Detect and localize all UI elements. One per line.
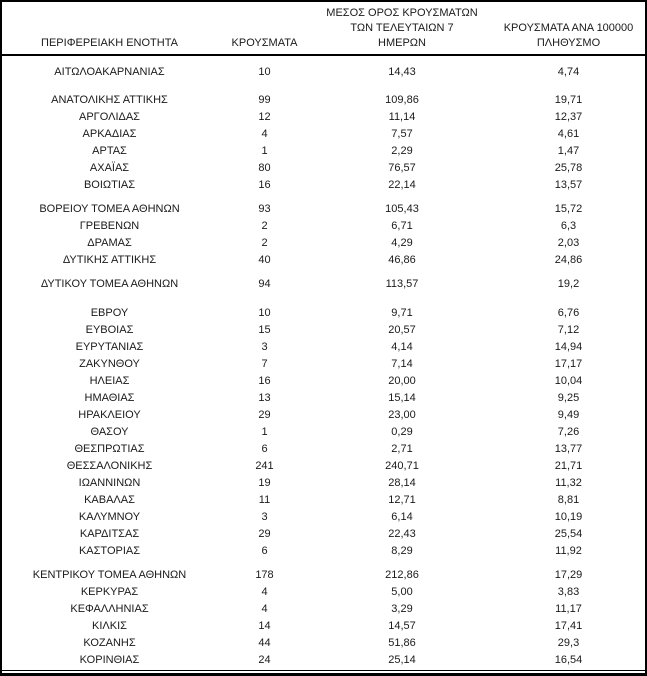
per100k-cell: 2,03	[557, 237, 580, 249]
per100k-cell: 11,17	[555, 603, 582, 615]
per100k-cell: 4,74	[557, 66, 580, 78]
cases-cell: 4	[261, 128, 268, 140]
cases-cell: 16	[258, 179, 271, 191]
region-cell: ΔΡΑΜΑΣ	[87, 237, 132, 249]
per100k-cell: 13,57	[554, 179, 583, 191]
cases-cell: 11	[258, 494, 271, 506]
table-row	[2, 126, 645, 143]
per100k-cell: 1,47	[557, 145, 580, 157]
cases-cell: 12	[258, 111, 271, 123]
table-row	[2, 509, 645, 526]
cases-cell: 10	[258, 66, 271, 78]
group-spacer-cell	[2, 55, 645, 64]
avg7-cell: 76,57	[388, 162, 416, 174]
table-row	[2, 584, 645, 601]
header-avg7-line1: ΜΕΣΟΣ ΟΡΟΣ ΚΡΟΥΣΜΑΤΩΝ	[326, 7, 478, 19]
avg7-cell: 28,14	[388, 477, 416, 489]
per100k-cell: 6,76	[557, 307, 580, 319]
avg7-cell: 51,86	[388, 637, 416, 649]
header-cases	[217, 2, 312, 55]
cases-cell: 1	[261, 145, 268, 157]
table-row	[2, 92, 645, 109]
table-row	[2, 109, 645, 126]
header-avg7-line3: ΗΜΕΡΩΝ	[378, 37, 426, 49]
header-per100k-line1: ΚΡΟΥΣΜΑΤΑ ΑΝΑ 100000	[503, 22, 634, 34]
cases-cell: 99	[258, 94, 271, 106]
avg7-cell: 5,00	[391, 586, 413, 598]
per100k-cell: 7,26	[557, 426, 580, 438]
avg7-cell: 7,57	[391, 128, 413, 140]
table-row	[2, 526, 645, 543]
avg7-cell: 20,57	[388, 324, 416, 336]
per100k-cell: 7,12	[557, 324, 580, 336]
avg7-cell: 6,14	[391, 511, 413, 523]
avg7-cell: 0,29	[391, 426, 413, 438]
per100k-cell: 21,71	[554, 460, 583, 472]
table-row	[2, 492, 645, 509]
per100k-cell: 9,25	[557, 392, 580, 404]
table-row	[2, 635, 645, 652]
table-row	[2, 322, 645, 339]
cases-cell: 4	[261, 603, 268, 615]
group-spacer	[2, 55, 645, 64]
per100k-cell: 19,71	[554, 94, 583, 106]
per100k-cell: 16,54	[554, 654, 583, 666]
group-spacer	[2, 269, 645, 276]
group-spacer	[2, 81, 645, 92]
cases-cell: 1	[261, 426, 268, 438]
table-row	[2, 567, 645, 584]
avg7-cell: 14,43	[388, 66, 416, 78]
region-cell: ΑΧΑΪΑΣ	[89, 162, 130, 174]
per100k-cell: 11,92	[555, 545, 582, 557]
cases-cell: 4	[261, 586, 268, 598]
header-row	[2, 2, 645, 55]
avg7-cell: 22,43	[388, 528, 416, 540]
region-cell: ΒΟΙΩΤΙΑΣ	[83, 179, 136, 191]
header-per100k-line2: ΠΛΗΘΥΣΜΟ	[536, 37, 601, 49]
per100k-cell: 3,83	[557, 586, 580, 598]
per100k-cell: 4,61	[557, 128, 580, 140]
header-cases-label: ΚΡΟΥΣΜΑΤΑ	[231, 37, 298, 49]
avg7-cell: 113,57	[385, 278, 419, 290]
table-row	[2, 373, 645, 390]
cases-cell: 241	[255, 460, 274, 472]
group-spacer-cell	[2, 269, 645, 276]
table-row	[2, 618, 645, 635]
table-row	[2, 177, 645, 194]
avg7-cell: 20,00	[388, 375, 416, 387]
per100k-cell: 6,3	[560, 220, 577, 232]
cases-cell: 13	[258, 392, 271, 404]
cases-cell: 15	[258, 324, 271, 336]
cases-cell: 3	[261, 511, 268, 523]
table-row	[2, 601, 645, 618]
cases-cell: 19	[258, 477, 271, 489]
per100k-cell: 17,17	[554, 358, 583, 370]
cases-cell: 178	[255, 569, 274, 581]
region-cell: ΑΡΤΑΣ	[92, 145, 127, 157]
cases-cell: 94	[258, 278, 271, 290]
avg7-cell: 212,86	[385, 569, 419, 581]
avg7-cell: 8,29	[391, 545, 413, 557]
table-row	[2, 201, 645, 218]
cases-cell: 80	[258, 162, 271, 174]
table-row	[2, 458, 645, 475]
group-spacer	[2, 560, 645, 567]
per100k-cell: 9,49	[557, 409, 580, 421]
region-cell: ΚΕΦΑΛΛΗΝΙΑΣ	[70, 603, 149, 615]
table-row	[2, 143, 645, 160]
table-row	[2, 276, 645, 293]
table-row	[2, 339, 645, 356]
cases-cell: 3	[261, 341, 268, 353]
table-row	[2, 252, 645, 269]
per100k-cell: 11,32	[555, 477, 582, 489]
avg7-cell: 109,86	[385, 94, 419, 106]
header-avg7	[312, 2, 492, 55]
avg7-cell: 25,14	[388, 654, 416, 666]
table-row	[2, 305, 645, 322]
header-per100k	[492, 2, 645, 55]
table-row	[2, 235, 645, 252]
table-row	[2, 64, 645, 81]
group-spacer	[2, 194, 645, 201]
region-cell: ΗΛΕΙΑΣ	[89, 375, 130, 387]
group-spacer-cell	[2, 81, 645, 92]
cases-cell: 24	[258, 654, 271, 666]
avg7-cell: 2,71	[391, 443, 413, 455]
avg7-cell: 240,71	[385, 460, 419, 472]
cases-cell: 7	[261, 358, 268, 370]
region-cell: ΗΡΑΚΛΕΙΟΥ	[78, 409, 141, 421]
avg7-cell: 9,71	[391, 307, 413, 319]
table-row	[2, 390, 645, 407]
cases-cell: 29	[258, 409, 271, 421]
header-region	[2, 2, 217, 55]
group-spacer-cell	[2, 293, 645, 305]
per100k-cell: 15,72	[554, 203, 583, 215]
per100k-cell: 12,37	[554, 111, 583, 123]
cases-cell: 16	[258, 375, 271, 387]
region-cell: ΑΡΓΟΛΙΔΑΣ	[79, 111, 140, 123]
region-cell: ΕΒΡΟΥ	[90, 307, 129, 319]
per100k-cell: 17,41	[554, 620, 583, 632]
region-cell: ΔΥΤΙΚΗΣ ΑΤΤΙΚΗΣ	[62, 254, 157, 266]
region-cell: ΘΕΣΠΡΩΤΙΑΣ	[74, 443, 145, 455]
region-cell: ΕΥΒΟΙΑΣ	[85, 324, 134, 336]
per100k-cell: 17,29	[554, 569, 583, 581]
avg7-cell: 2,29	[391, 145, 413, 157]
cases-cell: 40	[258, 254, 271, 266]
table-row	[2, 543, 645, 560]
region-cell: ΖΑΚΥΝΘΟΥ	[79, 358, 140, 370]
avg7-cell: 4,14	[391, 341, 413, 353]
group-spacer-cell	[2, 560, 645, 567]
cases-cell: 2	[261, 220, 268, 232]
region-cell: ΙΩΑΝΝΙΝΩΝ	[78, 477, 141, 489]
group-spacer-cell	[2, 194, 645, 201]
avg7-cell: 7,14	[391, 358, 413, 370]
table-row	[2, 652, 645, 669]
cases-cell: 6	[261, 545, 268, 557]
per100k-cell: 13,77	[554, 443, 583, 455]
cases-cell: 44	[258, 637, 271, 649]
region-cell: ΚΟΖΑΝΗΣ	[83, 637, 136, 649]
per100k-cell: 24,86	[554, 254, 583, 266]
region-cell: ΚΑΛΥΜΝΟΥ	[78, 511, 141, 523]
region-cell: ΕΥΡΥΤΑΝΙΑΣ	[75, 341, 144, 353]
group-spacer	[2, 293, 645, 305]
avg7-cell: 4,29	[391, 237, 413, 249]
table-row	[2, 441, 645, 458]
table-body	[2, 55, 645, 669]
per100k-cell: 25,78	[554, 162, 583, 174]
region-cell: ΑΡΚΑΔΙΑΣ	[82, 128, 137, 140]
regional-cases-table	[2, 2, 645, 669]
avg7-cell: 12,71	[388, 494, 416, 506]
per100k-cell: 14,94	[554, 341, 583, 353]
table-row	[2, 475, 645, 492]
per100k-cell: 10,19	[554, 511, 583, 523]
region-cell: ΚΑΣΤΟΡΙΑΣ	[78, 545, 141, 557]
table-row	[2, 160, 645, 177]
region-cell: ΚΑΡΔΙΤΣΑΣ	[79, 528, 140, 540]
region-cell: ΗΜΑΘΙΑΣ	[84, 392, 135, 404]
region-cell: ΘΑΣΟΥ	[90, 426, 129, 438]
per100k-cell: 19,2	[557, 278, 580, 290]
cases-cell: 29	[258, 528, 271, 540]
table-row	[2, 424, 645, 441]
region-cell: ΚΙΛΚΙΣ	[92, 620, 127, 632]
cases-cell: 93	[258, 203, 271, 215]
avg7-cell: 15,14	[388, 392, 416, 404]
region-cell: ΘΕΣΣΑΛΟΝΙΚΗΣ	[66, 460, 153, 472]
region-cell: ΑΙΤΩΛΟΑΚΑΡΝΑΝΙΑΣ	[54, 66, 165, 78]
cases-cell: 6	[261, 443, 268, 455]
region-cell: ΚΕΡΚΥΡΑΣ	[80, 586, 139, 598]
table-header	[2, 2, 645, 55]
avg7-cell: 46,86	[388, 254, 416, 266]
avg7-cell: 14,57	[388, 620, 416, 632]
avg7-cell: 22,14	[388, 179, 416, 191]
table-row	[2, 356, 645, 373]
per100k-cell: 29,3	[557, 637, 580, 649]
per100k-cell: 10,04	[554, 375, 583, 387]
region-cell: ΔΥΤΙΚΟΥ ΤΟΜΕΑ ΑΘΗΝΩΝ	[40, 278, 179, 290]
avg7-cell: 3,29	[391, 603, 413, 615]
header-avg7-line2: ΤΩΝ ΤΕΛΕΥΤΑΙΩΝ 7	[350, 22, 454, 34]
region-cell: ΚΑΒΑΛΑΣ	[84, 494, 135, 506]
header-region-label: ΠΕΡΙΦΕΡΕΙΑΚΗ ΕΝΟΤΗΤΑ	[41, 37, 178, 49]
table-row	[2, 407, 645, 424]
region-cell: ΑΝΑΤΟΛΙΚΗΣ ΑΤΤΙΚΗΣ	[51, 94, 168, 106]
table-row	[2, 218, 645, 235]
cases-cell: 2	[261, 237, 268, 249]
region-cell: ΚΟΡΙΝΘΙΑΣ	[79, 654, 140, 666]
avg7-cell: 23,00	[388, 409, 416, 421]
cases-cell: 10	[258, 307, 271, 319]
region-cell: ΒΟΡΕΙΟΥ ΤΟΜΕΑ ΑΘΗΝΩΝ	[39, 203, 180, 215]
avg7-cell: 11,14	[388, 111, 416, 123]
avg7-cell: 6,71	[391, 220, 413, 232]
region-cell: ΓΡΕΒΕΝΩΝ	[79, 220, 140, 232]
region-cell: ΚΕΝΤΡΙΚΟΥ ΤΟΜΕΑ ΑΘΗΝΩΝ	[32, 569, 187, 581]
avg7-cell: 105,43	[385, 203, 419, 215]
cases-cell: 14	[258, 620, 271, 632]
per100k-cell: 25,54	[554, 528, 583, 540]
per100k-cell: 8,81	[557, 494, 580, 506]
bottom-rule	[2, 670, 645, 671]
